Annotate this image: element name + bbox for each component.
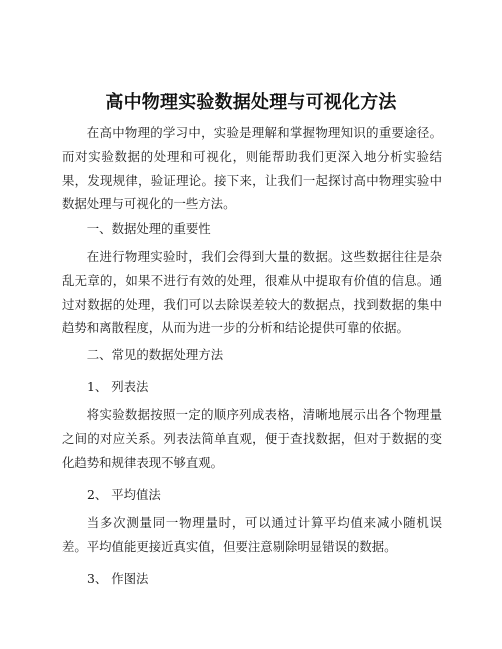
method-heading-graph: 3、 作图法 bbox=[87, 571, 149, 586]
section-heading-methods: 二、常见的数据处理方法 bbox=[86, 347, 224, 362]
document-title: 高中物理实验数据处理与可视化方法 bbox=[105, 92, 397, 113]
list-method-paragraph: 将实验数据按照一定的顺序列成表格，清晰地展示出各个物理量之间的对应关系。列表法简单直观，便于查找数据，但对于数据的变化趋势和规律表现不够直观。 bbox=[62, 407, 442, 470]
average-method-paragraph: 当多次测量同一物理量时，可以通过计算平均值来减小随机误差。平均值能更接近真实值，但要注意剔除明显错误的数据。 bbox=[62, 515, 442, 554]
method-heading-list: 1、 列表法 bbox=[87, 379, 149, 394]
importance-paragraph: 在进行物理实验时，我们会得到大量的数据。这些数据往往是杂乱无章的，如果不进行有效的处理，很难从中提取有价值的信息。通过对数据的处理，我们可以去除误差较大的数据点，找到数据的集中趋势和离散程度，从而为进一步的分析和结论提供可靠的依据。 bbox=[62, 249, 442, 336]
method-heading-average: 2、 平均值法 bbox=[87, 487, 161, 502]
section-heading-importance: 一、数据处理的重要性 bbox=[86, 221, 211, 236]
intro-paragraph: 在高中物理的学习中，实验是理解和掌握物理知识的重要途径。而对实验数据的处理和可视化，则能帮助我们更深入地分析实验结果，发现规律，验证理论。接下来，让我们一起探讨高中物理实验中数据处理与可视化的一些方法。 bbox=[62, 125, 442, 212]
